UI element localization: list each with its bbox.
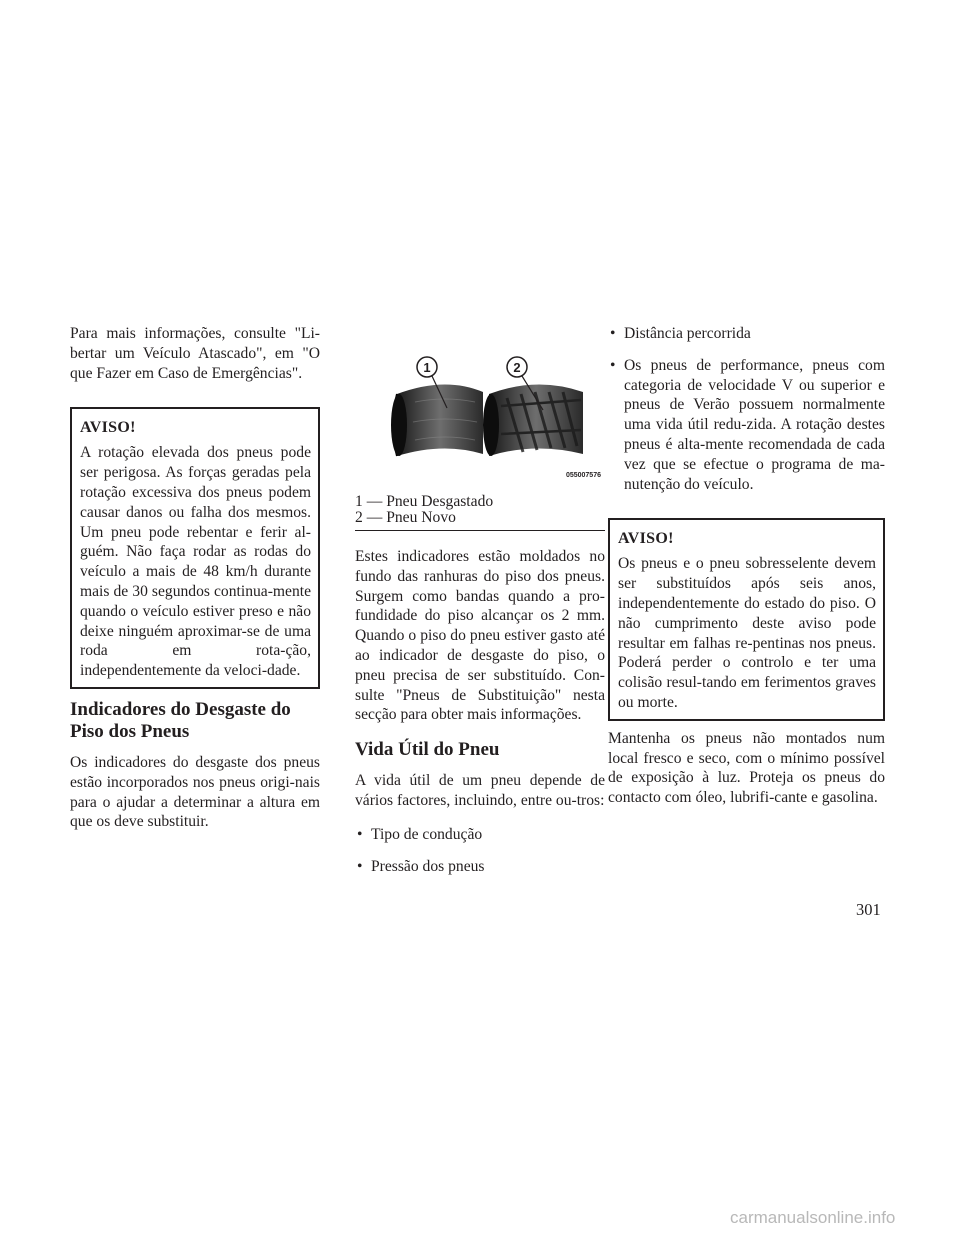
warning-title: AVISO! bbox=[80, 419, 136, 437]
intro-paragraph: Para mais informações, consulte "Li-bertar um Veículo Atascado", em "O que Fazer em Caso de Emergências". bbox=[70, 325, 320, 382]
page-number: 301 bbox=[856, 900, 881, 919]
section-heading-tire-life: Vida Útil do Pneu bbox=[355, 739, 500, 761]
warning-box-rotation bbox=[70, 407, 320, 689]
worn-tire-image bbox=[391, 384, 483, 456]
callout-label-1: 1 bbox=[423, 360, 431, 375]
new-tire-image bbox=[483, 384, 583, 456]
watermark: carmanualsonline.info bbox=[730, 1208, 896, 1227]
figure-code: 055007576 bbox=[565, 472, 601, 479]
tire-life-factors-list-continued bbox=[608, 324, 885, 494]
warning-box-six-years bbox=[608, 518, 885, 720]
left-column bbox=[70, 324, 320, 846]
tire-wear-figure bbox=[355, 336, 605, 486]
storage-paragraph: Mantenha os pneus não montados num local fresco e seco, com o mínimo possível de exposição à luz. Proteja os pneus do contacto com óleo, lubrifi-cante e gasolina. bbox=[608, 729, 885, 807]
list-item: • Distância percorrida bbox=[608, 324, 885, 344]
tire-life-paragraph: A vida útil de um pneu depende de vários factores, incluindo, entre ou-tros: bbox=[355, 772, 605, 809]
warning-title: AVISO! bbox=[618, 530, 674, 548]
wear-indicators-paragraph: Os indicadores do desgaste dos pneus estão incorporados nos pneus origi-nais para o ajudar a determinar a altura em que os deve substituir. bbox=[70, 753, 320, 831]
callout-label-2: 2 bbox=[513, 360, 521, 375]
caption-line-worn-tire: 1 — Pneu Desgastado bbox=[355, 493, 494, 510]
figure-caption bbox=[355, 494, 605, 531]
caption-line-new-tire: 2 — Pneu Novo bbox=[355, 509, 456, 526]
warning-text: Os pneus e o pneu sobresselente devem ser substituídos após seis anos, independentemente do estado do piso. O não cumprimento deste aviso pode resultar em falhas re-pentinas nos pneus. Poderá perder o controlo e ter uma colisão resul-tando em ferimentos graves ou morte. bbox=[618, 555, 876, 711]
list-item: • Os pneus de performance, pneus com categoria de velocidade V ou superior e pneus de Verão possuem normalmente uma vida útil redu-zida. A rotação destes pneus é alta-mente recomendada de cada vez que se efectue o programa de ma-nutenção do veículo. bbox=[608, 356, 885, 495]
section-heading-wear-indicators: Indicadores do Desgaste do Piso dos Pneus bbox=[70, 698, 291, 742]
tire-illustration bbox=[355, 336, 605, 486]
warning-text: A rotação elevada dos pneus pode ser perigosa. As forças geradas pela rotação excessiva dos pneus podem causar danos ou falha dos mesmos. Um pneu pode rebentar e ferir al-guém. Não faça rodar as rodas do veículo a mais de 48 km/h durante mais de 30 segundos continua-mente quando o veículo estiver preso e não deixe ninguém aproximar-se de uma roda em rota-ção, independentemente da veloci-dade. bbox=[80, 444, 311, 680]
right-column bbox=[608, 324, 885, 822]
middle-column bbox=[355, 324, 605, 888]
list-item: • Pressão dos pneus bbox=[355, 857, 605, 877]
tire-life-factors-list bbox=[355, 825, 605, 877]
list-item: • Tipo de condução bbox=[355, 825, 605, 845]
indicators-description-paragraph: Estes indicadores estão moldados no fundo das ranhuras do piso dos pneus. Surgem como bandas quando a pro-fundidade do piso alcançar os 2 mm. Quando o piso do pneu estiver gasto até ao indicador de desgaste do piso, o pneu precisa de ser substituído. Con-sulte "Pneus de Substituição" nesta secção para obter mais informações. bbox=[355, 548, 605, 724]
